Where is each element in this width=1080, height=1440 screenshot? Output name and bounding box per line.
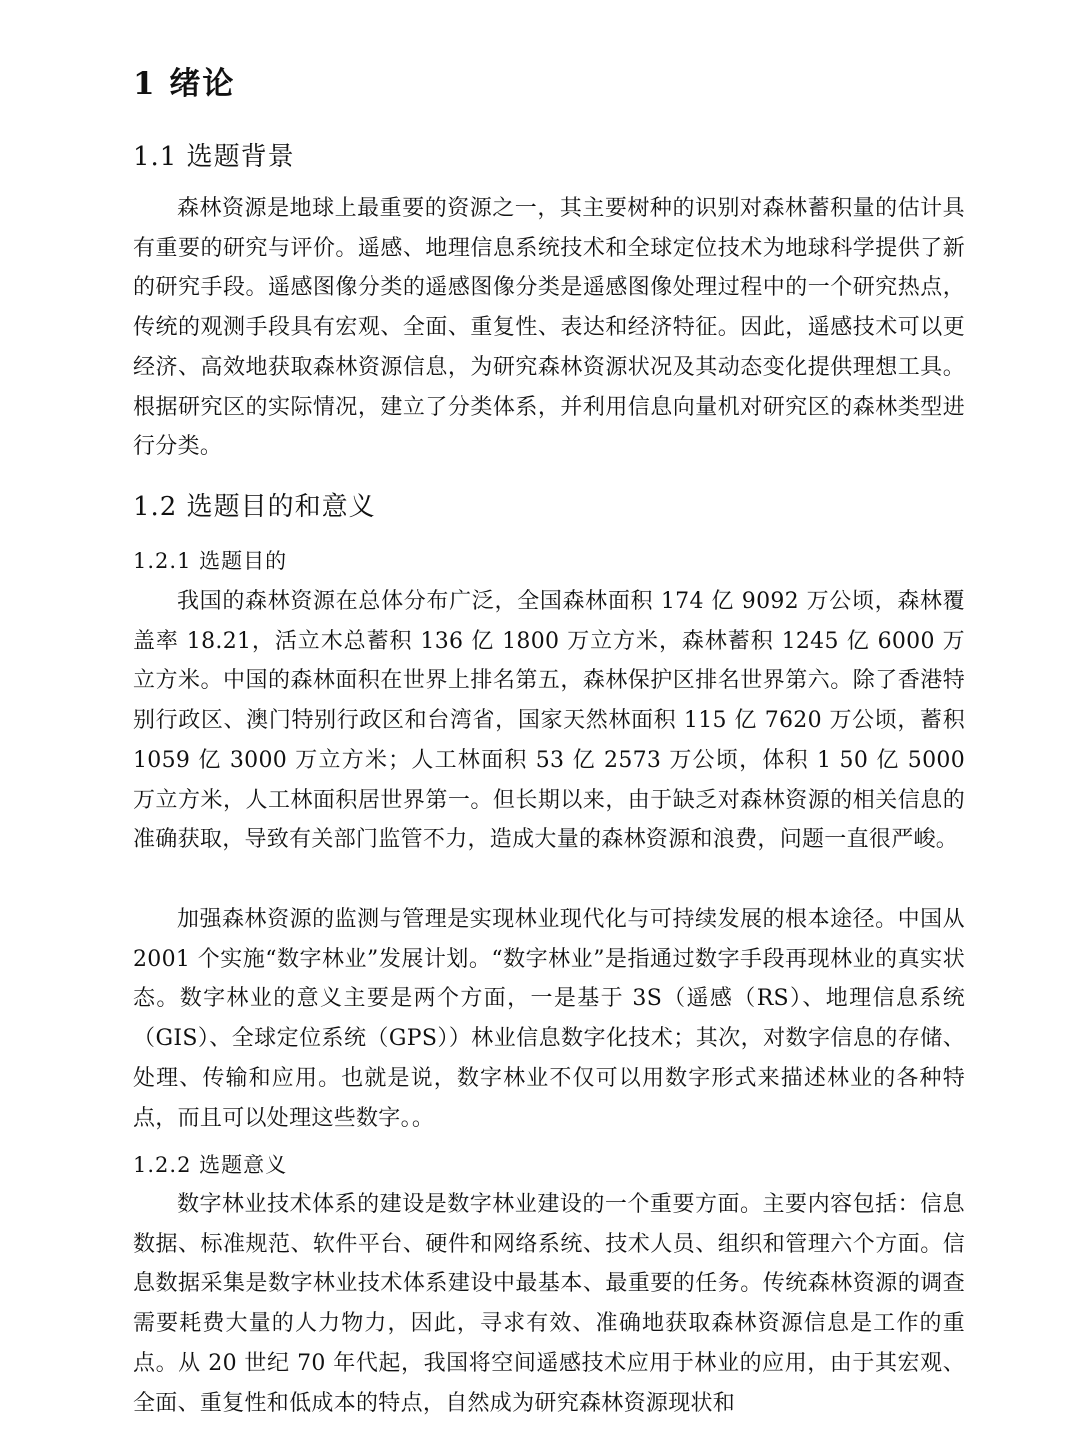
section-title-1-1: 1.1 选题背景 bbox=[133, 142, 295, 172]
paragraph-purpose-1: 我国的森林资源在总体分布广泛，全国森林面积 174 亿 9092 万公顷，森林覆盖率 18.21，活立木总蓄积 136 亿 1800 万立方米，森林蓄积 1245 亿 6000 万立方米。中国的森林面积在世界上排名第五，森林保护区排名世界第六。除了香港特别行政区、澳门特别行政区和台湾省，国家天然林面积 115 亿 7620 万公顷，蓄积 1059 亿 3000 万立方米；人工林面积 53 亿 2573 万公顷，体积 1 50 亿 5000 万立方米，人工林面积居世界第一。但长期以来，由于缺乏对森林资源的相关信息的准确获取，导致有关部门监管不力，造成大量的森林资源和浪费，问题一直很严峻。 bbox=[133, 589, 965, 853]
chapter-title: 1 绪论 bbox=[133, 66, 236, 102]
paragraph-significance: 数字林业技术体系的建设是数字林业建设的一个重要方面。主要内容包括：信息数据、标准规范、软件平台、硬件和网络系统、技术人员、组织和管理六个方面。信息数据采集是数字林业技术体系建设中最基本、最重要的任务。传统森林资源的调查需要耗费大量的人力物力，因此，寻求有效、准确地获取森林资源信息是工作的重点。从 20 世纪 70 年代起，我国将空间遥感技术应用于林业的应用，由于其宏观、全面、重复性和低成本的特点，自然成为研究森林资源现状和 bbox=[133, 1192, 965, 1416]
paragraph-background: 森林资源是地球上最重要的资源之一，其主要树种的识别对森林蓄积量的估计具有重要的研究与评价。遥感、地理信息系统技术和全球定位技术为地球科学提供了新的研究手段。遥感图像分类的遥感图像分类是遥感图像处理过程中的一个研究热点，传统的观测手段具有宏观、全面、重复性、表达和经济特征。因此，遥感技术可以更经济、高效地获取森林资源信息，为研究森林资源状况及其动态变化提供理想工具。根据研究区的实际情况，建立了分类体系，并利用信息向量机对研究区的森林类型进行分类。 bbox=[133, 196, 965, 460]
paragraph-purpose-2: 加强森林资源的监测与管理是实现林业现代化与可持续发展的根本途径。中国从 2001 个实施“数字林业”发展计划。“数字林业”是指通过数字手段再现林业的真实状态。数字林业的意义主要是两个方面，一是基于 3S（遥感（RS）、地理信息系统（GIS）、全球定位系统（GPS））林业信息数字化技术；其次，对数字信息的存储、处理、传输和应用。也就是说，数字林业不仅可以用数字形式来描述林业的各种特点，而且可以处理这些数字。。 bbox=[133, 907, 965, 1131]
subsection-title-1-2-1: 1.2.1 选题目的 bbox=[133, 549, 288, 573]
section-title-1-2: 1.2 选题目的和意义 bbox=[133, 492, 376, 522]
subsection-title-1-2-2: 1.2.2 选题意义 bbox=[133, 1153, 288, 1177]
